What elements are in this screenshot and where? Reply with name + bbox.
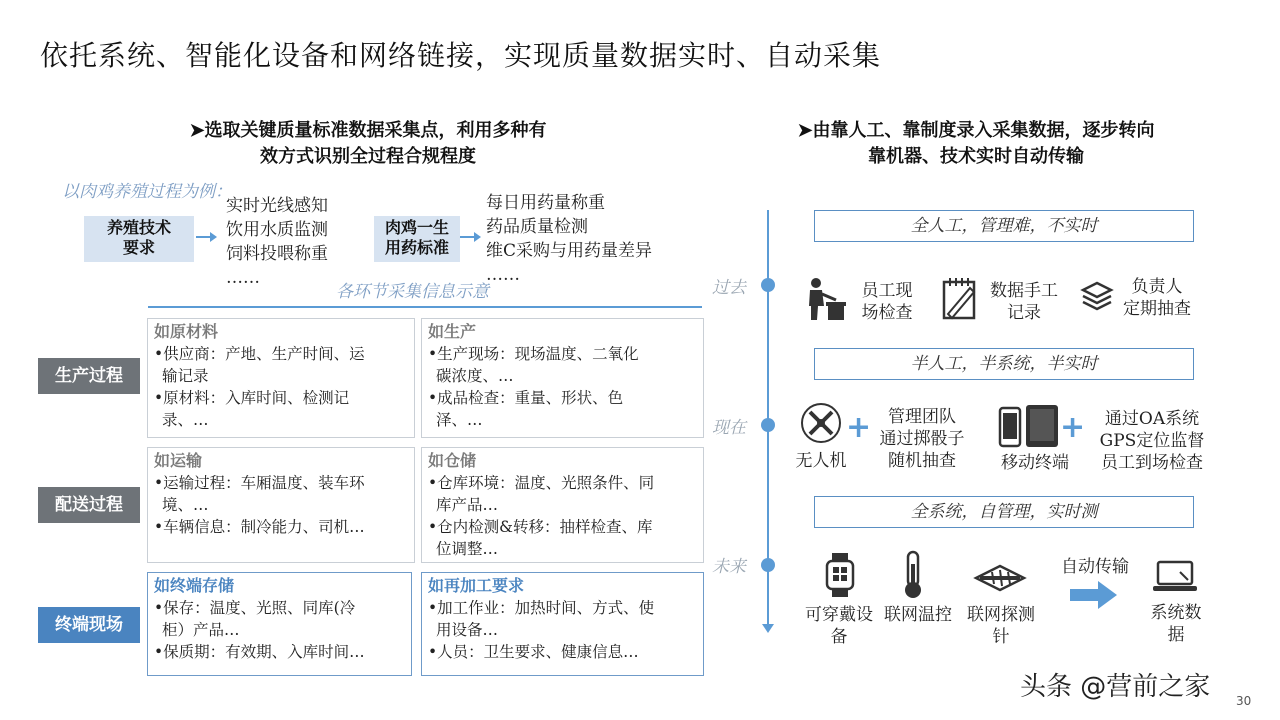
panel-line: 柜）产品… (162, 621, 240, 639)
timeline-dot (761, 418, 775, 432)
panel-terminal-storage (147, 572, 412, 676)
future-item-label (878, 604, 958, 626)
list-item: 维C采购与用药量差异 (486, 241, 653, 261)
panel-line: •仓库环境：温度、光照条件、同 (428, 474, 655, 492)
label-line: 通过掷骰子 (879, 429, 965, 449)
label-line: 针 (992, 627, 1010, 647)
future-item-label (962, 604, 1040, 648)
label-line: 数据手工 (990, 281, 1058, 301)
row-label-delivery: 配送过程 (38, 487, 140, 523)
timeline-dot (761, 278, 775, 292)
label-line: 定期抽查 (1123, 299, 1191, 319)
panel-heading: 如再加工要求 (428, 576, 525, 595)
panel-line: •原材料：入库时间、检测记 (154, 389, 350, 407)
standard-box (374, 216, 460, 262)
standard-box-line2: 用药标准 (384, 238, 449, 257)
left-heading (148, 118, 588, 170)
time-future: 未来 (712, 557, 746, 577)
standard-list (486, 191, 652, 287)
panel-heading: 如生产 (428, 322, 477, 341)
panel-line: •加工作业：加热时间、方式、使 (428, 599, 655, 617)
past-item-label (984, 280, 1064, 324)
panel-heading: 如原材料 (154, 322, 219, 341)
list-item: 饲料投喂称重 (226, 244, 328, 264)
requirement-list (226, 194, 328, 290)
panel-line: 碳浓度、… (436, 367, 514, 385)
present-management-text (870, 406, 974, 472)
panel-line: •仓内检测&转移：抽样检查、库 (428, 518, 653, 536)
label-line: 场检查 (861, 303, 913, 323)
standard-box-line1: 肉鸡一生 (384, 218, 449, 237)
requirement-box-line1: 养殖技术 (106, 218, 171, 237)
plus-icon: + (1060, 410, 1086, 445)
list-item: 饮用水质监测 (226, 220, 328, 240)
label-line: 负责人 (1131, 277, 1183, 297)
mobile-devices-icon (998, 404, 1060, 448)
panel-line: 库产品… (436, 496, 499, 514)
past-item-label (852, 280, 922, 324)
collect-caption: 各环节采集信息示意 (336, 282, 489, 302)
right-heading (756, 118, 1196, 170)
panel-line: 用设备… (436, 621, 499, 639)
requirement-box (84, 216, 194, 262)
label-line: 联网探测 (967, 605, 1035, 625)
requirement-box-line2: 要求 (122, 238, 155, 257)
timeline-arrow-icon (762, 624, 774, 634)
panel-line: •人员：卫生要求、健康信息… (428, 643, 639, 661)
plus-icon: + (846, 410, 872, 445)
page-number: 30 (1236, 694, 1252, 708)
panel-line: •车辆信息：制冷能力、司机… (154, 518, 365, 536)
probe-icon (972, 558, 1028, 598)
row-label-terminal: 终端现场 (38, 607, 140, 643)
page-title: 依托系统、智能化设备和网络链接，实现质量数据实时、自动采集 (40, 39, 882, 72)
arrow-icon (1070, 580, 1118, 610)
panel-heading: 如仓储 (428, 451, 477, 470)
pencil-paper-icon (940, 276, 982, 320)
list-item: 每日用药量称重 (486, 193, 605, 213)
time-past: 过去 (712, 278, 746, 298)
label-line: 员工到场检查 (1101, 453, 1203, 473)
panel-line: •保存：温度、光照、同库(冷 (154, 599, 356, 617)
panel-warehouse (421, 447, 704, 563)
stage-present: 半人工，半系统，半实时 (814, 348, 1194, 380)
list-item: …… (226, 268, 260, 288)
label-line: 系统数 (1150, 603, 1202, 623)
panel-line: •供应商：产地、生产时间、运 (154, 345, 365, 363)
right-heading-line2: 靠机器、技术实时自动传输 (868, 146, 1084, 167)
time-present: 现在 (712, 418, 746, 438)
mobile-label: 移动终端 (1001, 453, 1069, 473)
list-item: …… (486, 265, 520, 285)
future-item-label (798, 604, 880, 648)
panel-production (421, 318, 704, 438)
panel-line: 泽、… (436, 411, 483, 429)
arrow-right-icon (196, 230, 218, 244)
label-line: 随机抽查 (888, 451, 956, 471)
left-heading-line2: 效方式识别全过程合规程度 (260, 146, 476, 167)
list-item: 药品质量检测 (486, 217, 588, 237)
auto-transfer-label: 自动传输 (1061, 557, 1129, 577)
stage-future: 全系统，自管理，实时测 (814, 496, 1194, 528)
panel-line: 位调整… (436, 540, 499, 558)
panel-reprocessing (421, 572, 704, 676)
panel-line: 输记录 (162, 367, 209, 385)
thermometer-icon (900, 550, 926, 600)
laptop-icon (1152, 558, 1198, 596)
label-line: 可穿戴设 (805, 605, 873, 625)
drone-icon (800, 402, 842, 444)
timeline-dot (761, 558, 775, 572)
list-item: 实时光线感知 (226, 196, 328, 216)
panel-raw-materials (147, 318, 415, 438)
layers-icon (1080, 280, 1114, 312)
label-line: 通过OA系统 (1104, 409, 1200, 429)
panel-line: •成品检查：重量、形状、色 (428, 389, 624, 407)
right-heading-line1: ➤由靠人工、靠制度录入采集数据，逐步转向 (797, 120, 1155, 141)
panel-line: •生产现场：现场温度、二氧化 (428, 345, 639, 363)
panel-line: 录、… (162, 411, 209, 429)
panel-line: 境、… (162, 496, 209, 514)
label-line: GPS定位监督 (1099, 431, 1205, 451)
smartwatch-icon (824, 552, 856, 598)
label-line: 备 (830, 627, 848, 647)
panel-transport (147, 447, 415, 563)
arrow-right-icon (460, 230, 482, 244)
future-item-label (1144, 602, 1208, 646)
label-line: 记录 (1007, 303, 1041, 323)
panel-line: •保质期：有效期、入库时间… (154, 643, 365, 661)
present-oa-text (1090, 408, 1214, 474)
stage-past: 全人工，管理难，不实时 (814, 210, 1194, 242)
drone-label: 无人机 (795, 451, 847, 471)
example-caption: 以肉鸡养殖过程为例： (62, 182, 232, 202)
row-label-production: 生产过程 (38, 358, 140, 394)
watermark: 头条 @营前之家 (1020, 672, 1211, 702)
panel-line: •运输过程：车厢温度、装车环 (154, 474, 365, 492)
divider (148, 306, 702, 308)
past-item-label (1116, 276, 1198, 320)
label-line: 据 (1167, 625, 1185, 645)
panel-heading: 如运输 (154, 451, 203, 470)
panel-heading: 如终端存储 (154, 576, 235, 595)
label-line: 联网温控 (884, 605, 952, 625)
left-heading-line1: ➤选取关键质量标准数据采集点，利用多种有 (189, 120, 547, 141)
label-line: 管理团队 (888, 407, 956, 427)
worker-desk-icon (806, 276, 848, 322)
label-line: 员工现 (861, 281, 913, 301)
